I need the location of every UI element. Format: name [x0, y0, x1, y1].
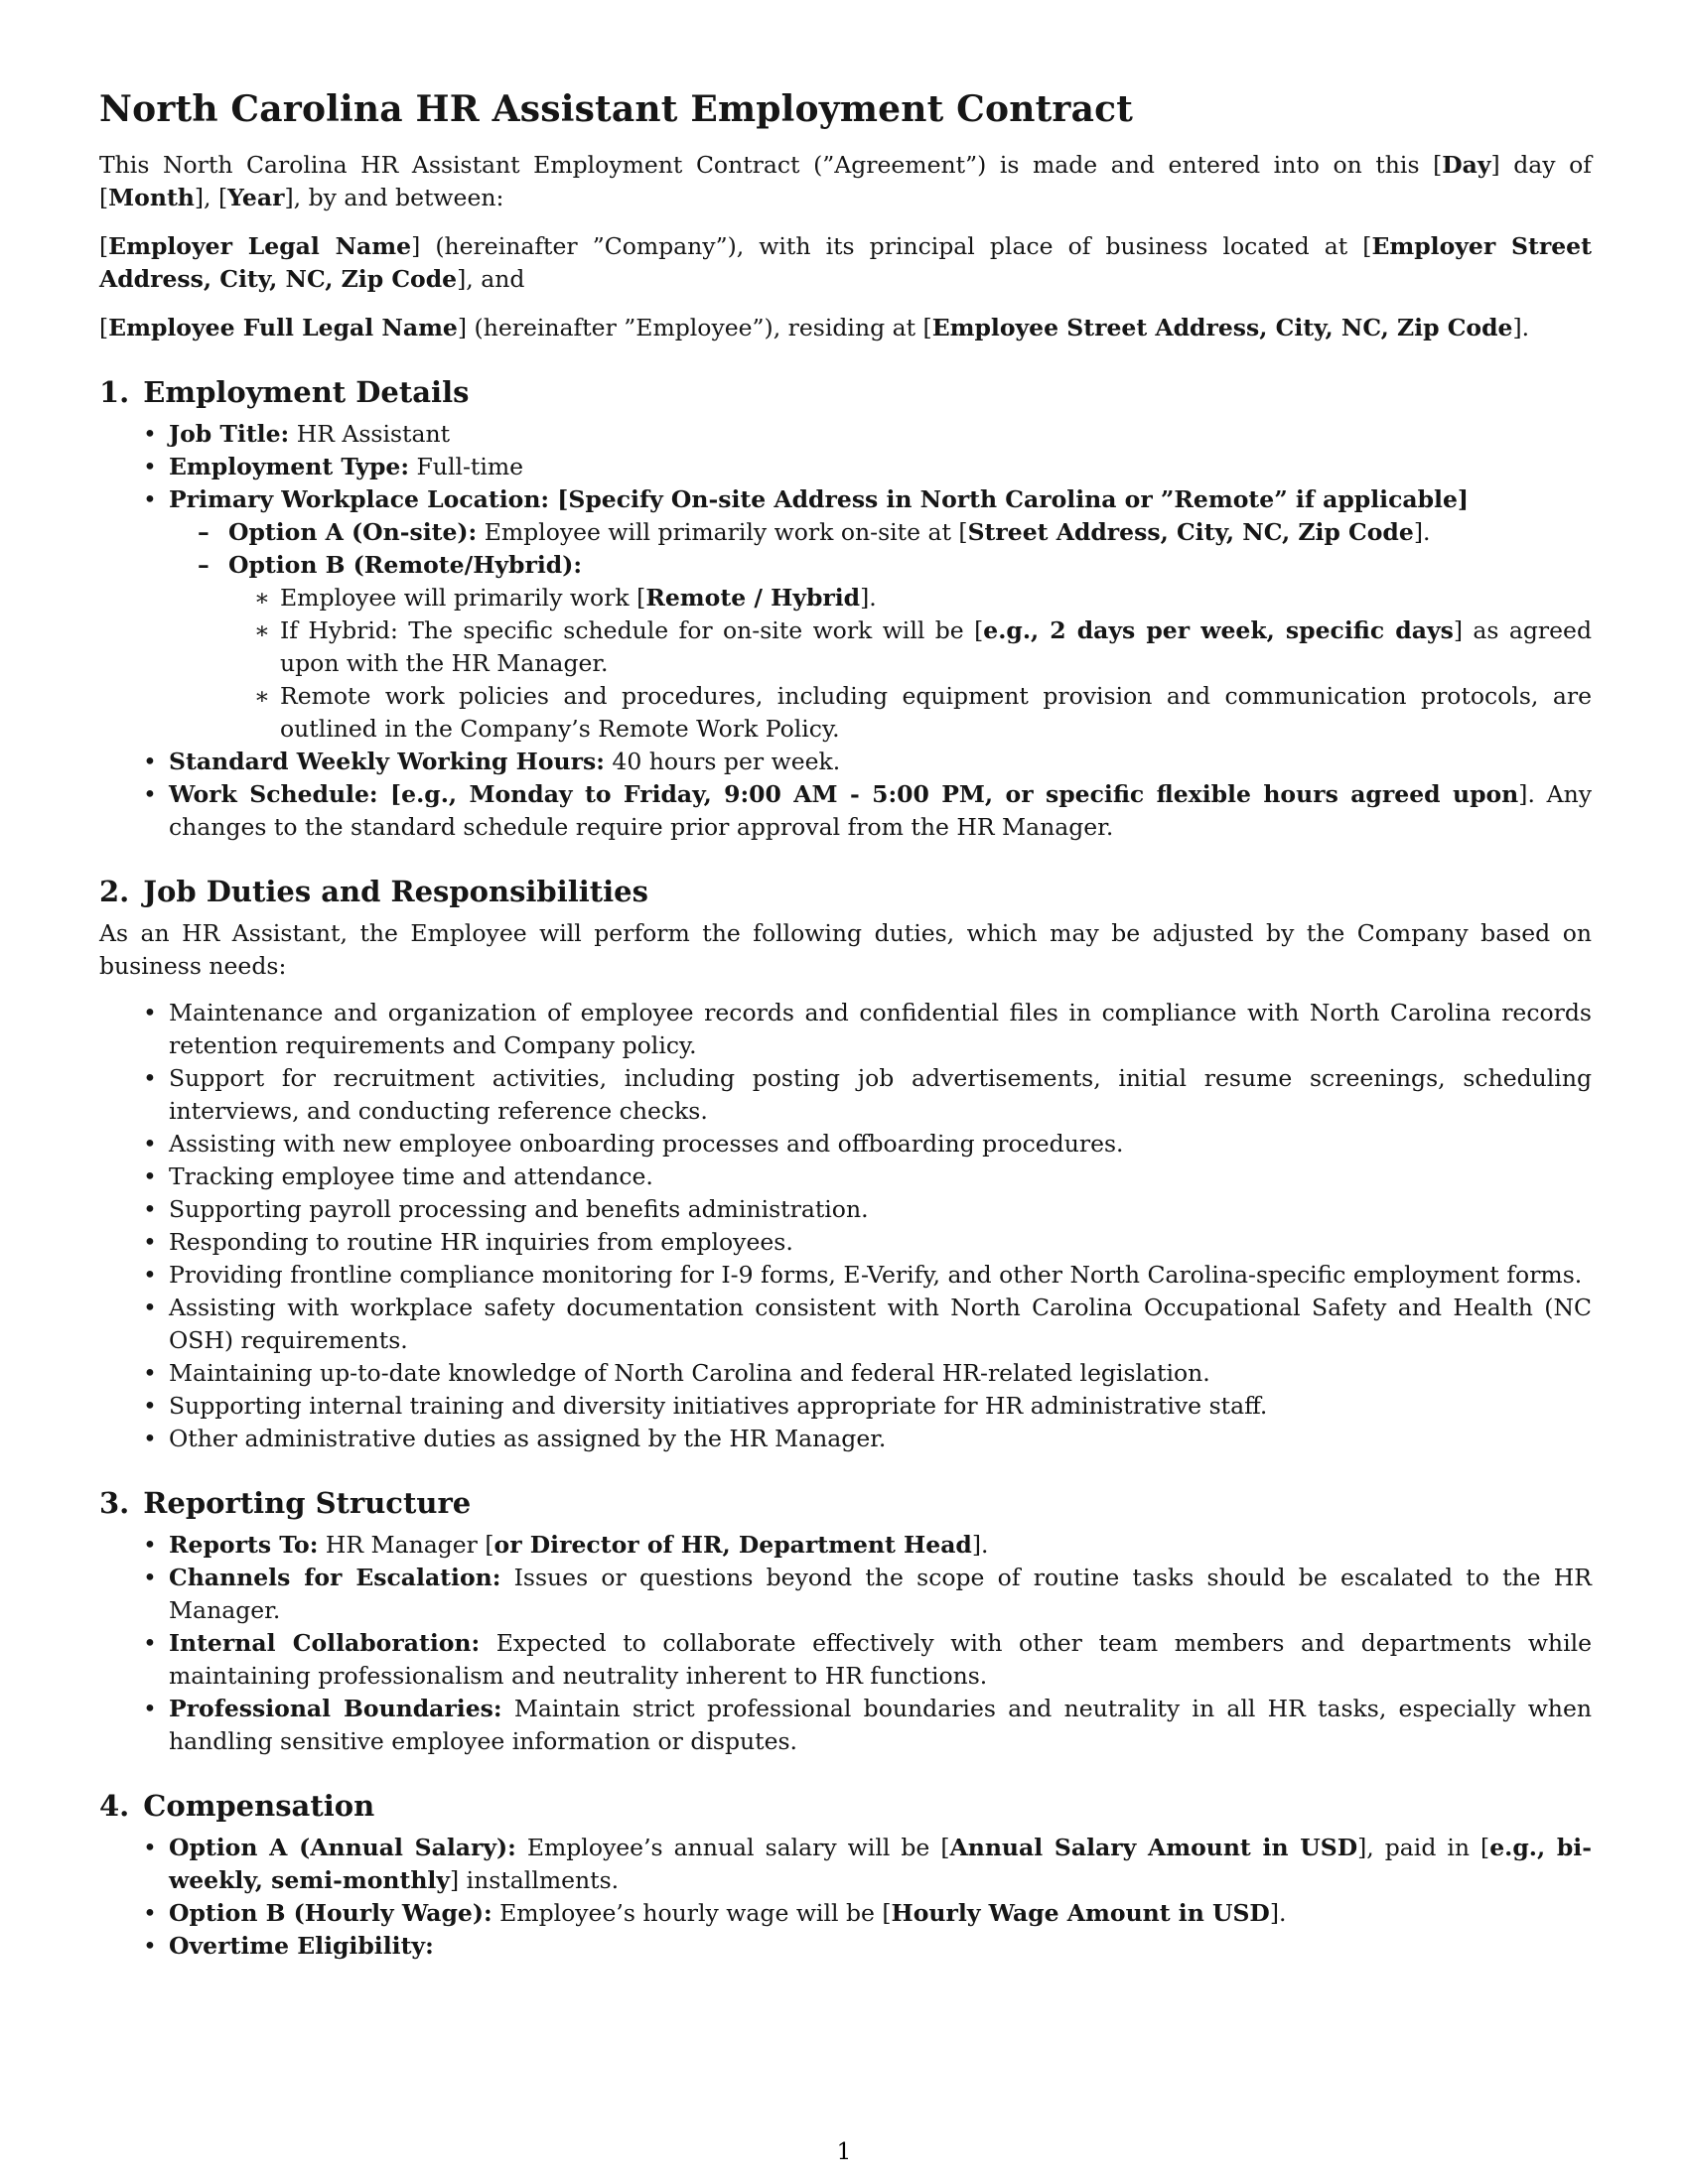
- page-number: 1: [836, 2139, 852, 2165]
- month-placeholder: Month: [108, 184, 195, 211]
- list-item: • Job Title: HR Assistant: [99, 418, 1592, 451]
- list-item: • Overtime Eligibility:: [99, 1930, 1592, 1963]
- list-item: • Other administrative duties as assigned by the HR Manager.: [99, 1423, 1592, 1455]
- list-item: • Assisting with workplace safety documentation consistent with North Carolina Occupational Safety and Health (NC OSH) requirements.: [99, 1292, 1592, 1357]
- location-options-list: [169, 516, 1592, 746]
- intro-paragraph-agreement-date: This North Carolina HR Assistant Employment Contract (”Agreement”) is made and entered into on this [Day] day of [Month], [Year], by and between:: [99, 151, 1592, 211]
- list-item: • Supporting internal training and diversity initiatives appropriate for HR administrative staff.: [99, 1390, 1592, 1423]
- section-heading-reporting-structure: 3. Reporting Structure: [99, 1486, 472, 1520]
- list-item: • Channels for Escalation: Issues or questions beyond the scope of routine tasks should be escalated to the HR Manager.: [99, 1562, 1592, 1627]
- list-item: • Support for recruitment activities, including posting job advertisements, initial resume screenings, scheduling interviews, and conducting reference checks.: [99, 1062, 1592, 1128]
- list-item: • Assisting with new employee onboarding processes and offboarding procedures.: [99, 1128, 1592, 1160]
- list-item: • Internal Collaboration: Expected to collaborate effectively with other team members and departments while maintaining professionalism and neutrality inherent to HR functions.: [99, 1627, 1592, 1693]
- list-item: • Work Schedule: [e.g., Monday to Friday, 9:00 AM - 5:00 PM, or specific flexible hours agreed upon]. Any changes to the standard schedule require prior approval from the HR Manager.: [99, 778, 1592, 844]
- section-heading-compensation: 4. Compensation: [99, 1789, 375, 1823]
- year-placeholder: Year: [227, 184, 285, 211]
- list-item: • Option A (Annual Salary): Employee’s annual salary will be [Annual Salary Amount in USD], paid in [e.g., bi-weekly, semi-monthly] installments.: [99, 1832, 1592, 1897]
- list-item: • Maintaining up-to-date knowledge of North Carolina and federal HR-related legislation.: [99, 1357, 1592, 1390]
- employee-name-placeholder: Employee Full Legal Name: [108, 314, 458, 341]
- employment-details-list: [99, 418, 1592, 844]
- intro-paragraph-employer: [Employer Legal Name] (hereinafter ”Company”), with its principal place of business located at [Employer Street Address, City, NC, Zip Code], and: [99, 232, 1592, 293]
- list-item: • Primary Workplace Location: [Specify On-site Address in North Carolina or ”Remote” if applicable] – Option A (On-site): Employee will primarily work on-site at [Street Address, City, NC, Zip Code]. – Option B (Remote/Hybrid): ∗ Employee will primarily work [Remote / Hybrid]. ∗ If Hybrid: The specific schedule for on-site work will be [e.g., 2 days per week, specific days] as agreed upon with the HR Manager. ∗ Remote work policies and procedures, including equipment provision and communication protocols, are outlined in the Company’s Remote Work Policy.: [99, 483, 1592, 746]
- list-item: ∗ If Hybrid: The specific schedule for on-site work will be [e.g., 2 days per week, specific days] as agreed upon with the HR Manager.: [228, 614, 1592, 680]
- list-item: • Standard Weekly Working Hours: 40 hours per week.: [99, 746, 1592, 778]
- list-item: ∗ Remote work policies and procedures, including equipment provision and communication protocols, are outlined in the Company’s Remote Work Policy.: [228, 680, 1592, 746]
- reporting-structure-list: [99, 1529, 1592, 1758]
- employer-name-placeholder: Employer Legal Name: [108, 232, 412, 260]
- list-item: • Maintenance and organization of employee records and confidential files in compliance with North Carolina records retention requirements and Company policy.: [99, 997, 1592, 1062]
- employee-address-placeholder: Employee Street Address, City, NC, Zip Code: [931, 314, 1513, 341]
- section-heading-job-duties: 2. Job Duties and Responsibilities: [99, 875, 648, 908]
- intro-paragraph-employee: [Employee Full Legal Name] (hereinafter ”Employee”), residing at [Employee Street Address, City, NC, Zip Code].: [99, 314, 1530, 341]
- day-placeholder: Day: [1442, 151, 1491, 179]
- job-duties-intro: As an HR Assistant, the Employee will perform the following duties, which may be adjusted by the Company based on business needs:: [99, 919, 1592, 980]
- list-item: • Providing frontline compliance monitoring for I-9 forms, E-Verify, and other North Carolina-specific employment forms.: [99, 1259, 1592, 1292]
- section-heading-employment-details: 1. Employment Details: [99, 375, 470, 409]
- list-item: • Responding to routine HR inquiries from employees.: [99, 1226, 1592, 1259]
- job-duties-list: [99, 997, 1592, 1455]
- list-item: • Reports To: HR Manager [or Director of HR, Department Head].: [99, 1529, 1592, 1562]
- list-item: – Option A (On-site): Employee will primarily work on-site at [Street Address, City, NC, Zip Code].: [169, 516, 1592, 549]
- list-item: ∗ Employee will primarily work [Remote / Hybrid].: [228, 582, 1592, 614]
- list-item: • Option B (Hourly Wage): Employee’s hourly wage will be [Hourly Wage Amount in USD].: [99, 1897, 1592, 1930]
- list-item: – Option B (Remote/Hybrid): ∗ Employee will primarily work [Remote / Hybrid]. ∗ If Hybrid: The specific schedule for on-site work will be [e.g., 2 days per week, specific days] as agreed upon with the HR Manager. ∗ Remote work policies and procedures, including equipment provision and communication protocols, are outlined in the Company’s Remote Work Policy.: [169, 549, 1592, 746]
- list-item: • Employment Type: Full-time: [99, 451, 1592, 483]
- list-item: • Professional Boundaries: Maintain strict professional boundaries and neutrality in all HR tasks, especially when handling sensitive employee information or disputes.: [99, 1693, 1592, 1758]
- employer-address-placeholder: Employer Street Address, City, NC, Zip Code: [99, 232, 1592, 293]
- remote-hybrid-details-list: [228, 582, 1592, 746]
- list-item: • Tracking employee time and attendance.: [99, 1160, 1592, 1193]
- list-item: • Supporting payroll processing and benefits administration.: [99, 1193, 1592, 1226]
- compensation-list: [99, 1832, 1592, 1963]
- document-title: North Carolina HR Assistant Employment Contract: [99, 88, 1134, 130]
